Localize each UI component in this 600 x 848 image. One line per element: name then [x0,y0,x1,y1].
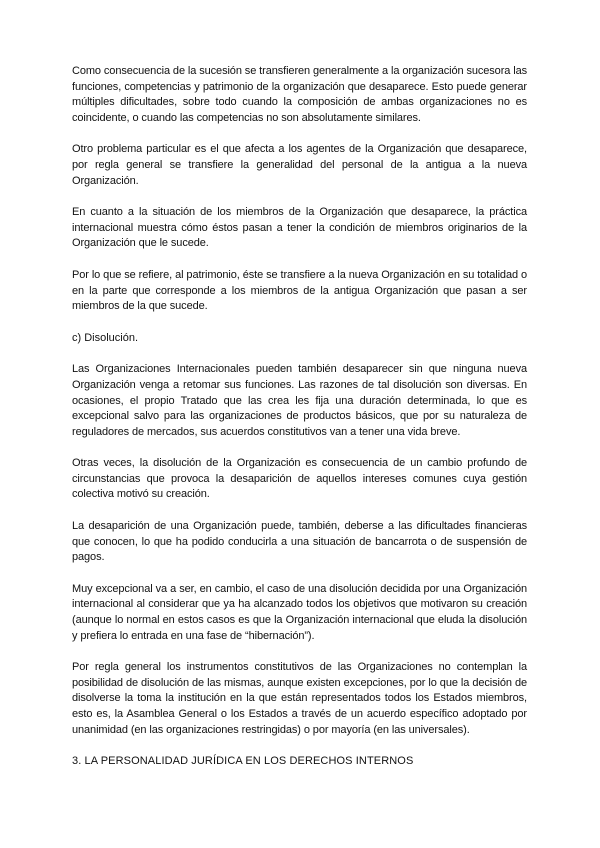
paragraph-patrimony: Por lo que se refiere, al patrimonio, éste se transfiere a la nueva Organización en su totalidad o en la parte que corresponde a los miembros de la antigua Organización que pasan a ser miembros de la que sucede. [72,268,527,313]
paragraph-objectives-achieved: Muy excepcional va a ser, en cambio, el caso de una disolución decidida por una Organización internacional al considerar que ya ha alcanzado todos los objetivos que motivaron su creación (aunque lo normal en estos casos es que la Organización internacional que eluda la disolución y prefiera lo entrada en una fase de “hibernación”). [72,582,527,642]
paragraph-succession-transfer: Como consecuencia de la sucesión se transfieren generalmente a la organización sucesora las funciones, competencias y patrimonio de la organización que desaparece. Esto puede generar múltiples dificultades, sobre todo cuando la composición de ambas organizaciones no es coincidente, o cuando las competencias no son absolutamente similares. [72,65,528,124]
paragraph-dissolution-reasons: Las Organizaciones Internacionales pueden también desaparecer sin que ninguna nueva Organización venga a retomar sus funciones. Las razones de tal disolución son diversas. En ocasiones, el propio Tratado que las crea les fija una duración determinada, lo que es excepcional salvo para las organizaciones de productos básicos, que por su naturaleza de reguladores de mercados, sus acuerdos constitutivos van a tener una vida breve. [72,363,527,438]
paragraph-financial-difficulties: La desaparición de una Organización puede, también, deberse a las dificultades financieras que conocen, lo que ha podido conducirla a una situación de bancarrota o de suspensión de pagos. [72,520,527,564]
document-page [72,64,527,770]
paragraph-constitutive-instruments: Por regla general los instrumentos constitutivos de las Organizaciones no contemplan la posibilidad de disolución de las mismas, aunque existen excepciones, por lo que la decisión de disolverse la toma la institución en la que están representados todos los Estados miembros, esto es, la Asamblea General o los Estados a través de un acuerdo específico adoptado por unanimidad (en las organizaciones restringidas) o por mayoría (en las universales). [72,661,527,736]
paragraph-change-circumstances: Otras veces, la disolución de la Organización es consecuencia de un cambio profundo de circunstancias que provoca la desaparición de aquellos intereses comunes cuya gestión colectiva motivó su creación. [72,457,527,501]
paragraph-members: En cuanto a la situación de los miembros de la Organización que desaparece, la práctica internacional muestra cómo éstos pasan a tener la condición de miembros originarios de la Organización que le sucede. [72,206,527,250]
section-title: 3. LA PERSONALIDAD JURÍDICA EN LOS DERECHOS INTERNOS [72,755,414,768]
subheading-dissolution: c) Disolución. [72,331,139,344]
paragraph-agents: Otro problema particular es el que afecta a los agentes de la Organización que desaparece, por regla general se transfiere la generalidad del personal de la antigua a la nueva Organización. [72,143,527,187]
